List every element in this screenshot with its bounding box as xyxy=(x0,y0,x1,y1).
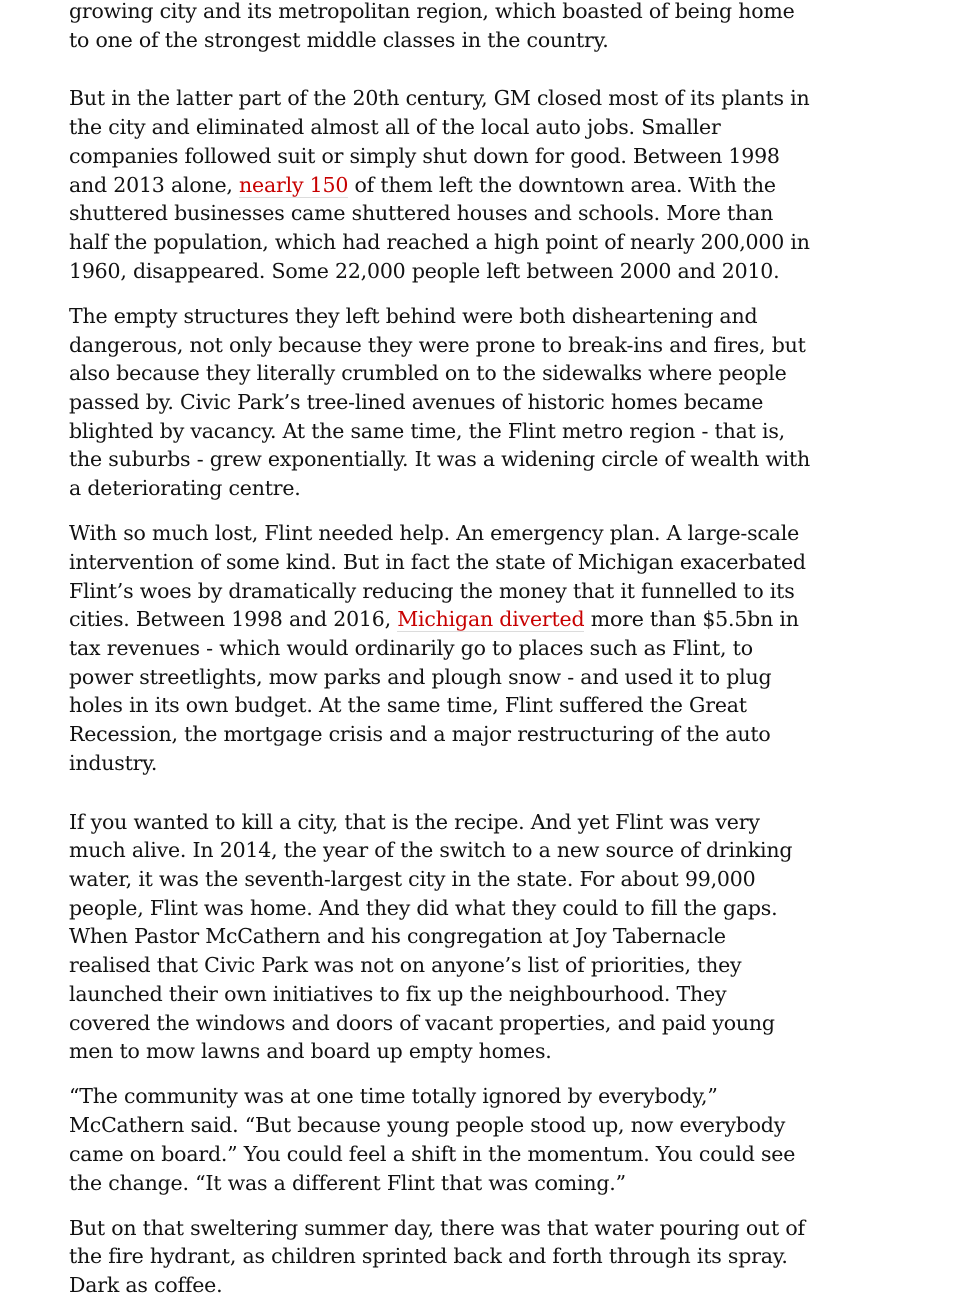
paragraph: growing city and its metropolitan region, which boasted of being home to one of the strongest middle classes in the country. xyxy=(69,0,795,52)
paragraph-text: But in the latter part of the 20th century, GM closed most of its plants in the city and eliminated almost all of the local auto jobs. Smaller companies followed suit or simply shut down for good. Between 1998 and 2013 alone, xyxy=(69,86,810,197)
paragraph: If you wanted to kill a city, that is the recipe. And yet Flint was very much alive. In 2014, the year of the switch to a new source of drinking water, it was the seventh-largest city in the state. For about 99,000 people, Flint was home. And they did what they could to fill the gaps. When Pastor McCathern and his congregation at Joy Tabernacle realised that Civic Park was not on anyone’s list of priorities, they launched their own initiatives to fix up the neighbourhood. They covered the windows and doors of vacant properties, and paid young men to mow lawns and board up empty homes. xyxy=(69,809,793,1064)
paragraph xyxy=(69,84,811,285)
paragraph: The empty structures they left behind were both disheartening and dangerous, not only because they were prone to break-ins and fires, but also because they literally crumbled on to the sidewalks where people passed by. Civic Park’s tree-lined avenues of historic homes became blighted by vacancy. At the same time, the Flint metro region - that is, the suburbs - grew exponentially. It was a widening circle of wealth with a deteriorating centre. xyxy=(69,303,811,501)
paragraph xyxy=(69,519,811,777)
paragraph: “The community was at one time totally ignored by everybody,” McCathern said. “But because young people stood up, now everybody came on board.” You could feel a shift in the momentum. You could see the change. “It was a different Flint that was coming.” xyxy=(69,1084,796,1195)
paragraph-text: With so much lost, Flint needed help. An emergency plan. A large-scale intervention of some kind. But in fact the state of Michigan exacerbated Flint’s woes by dramatically reducing the money that it funnelled to its cities. Between 1998 and 2016, xyxy=(69,521,806,632)
nearly-150-link[interactable]: nearly 150 xyxy=(239,172,349,197)
paragraph-text: of them left the downtown area. With the shuttered businesses came shuttered houses and schools. More than half the population, which had reached a high point of nearly 200,000 in 1960, disappeared. Some 22,000 people left between 2000 and 2010. xyxy=(69,172,810,283)
paragraph: But on that sweltering summer day, there was that water pouring out of the fire hydrant, as children sprinted back and forth through its spray. Dark as coffee. xyxy=(69,1215,805,1298)
michigan-diverted-link[interactable]: Michigan diverted xyxy=(397,607,585,632)
paragraph-text: more than $5.5bn in tax revenues - which would ordinarily go to places such as Flint, to power streetlights, mow parks and plough snow - and used it to plug holes in its own budget. At the same time, Flint suffered the Great Recession, the mortgage crisis and a major restructuring of the auto industry. xyxy=(69,607,799,775)
article-body xyxy=(69,0,811,1316)
